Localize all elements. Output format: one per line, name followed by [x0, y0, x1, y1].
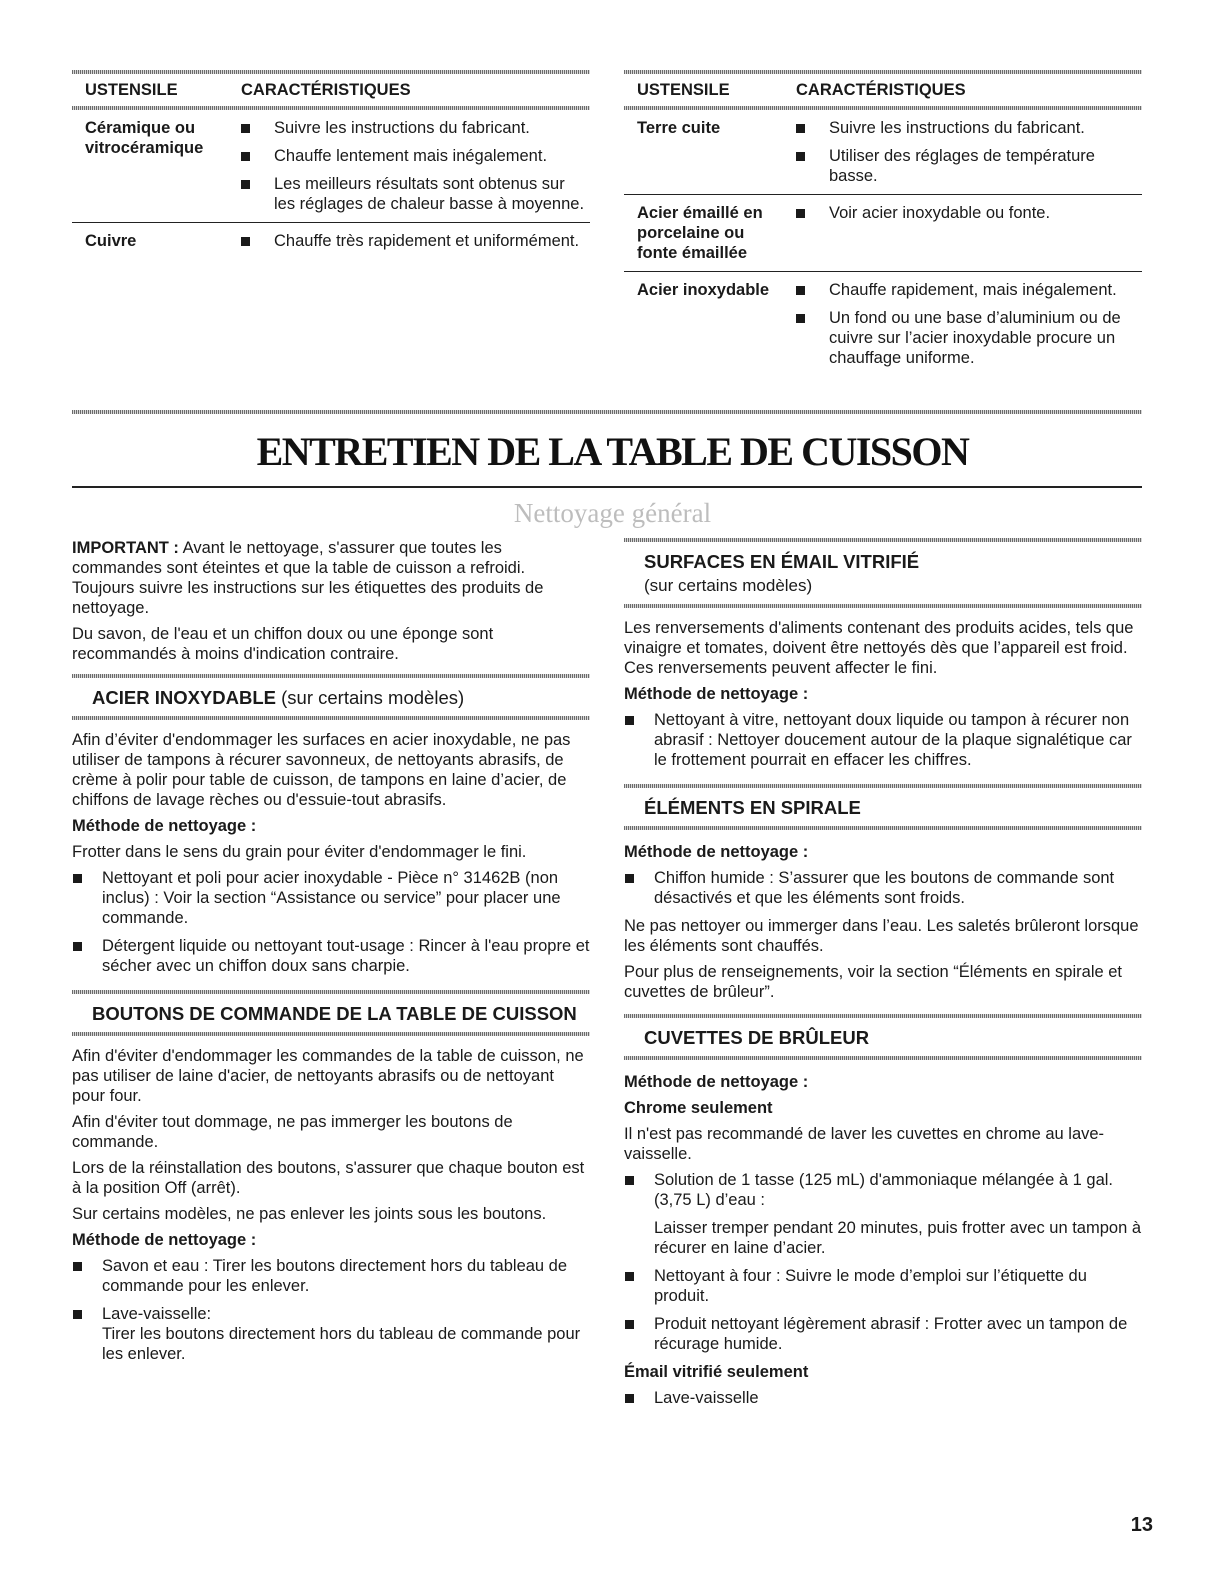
table-row [72, 110, 590, 222]
list-item: Produit nettoyant légèrement abrasif : Frotter avec un tampon de récurage humide. [624, 1314, 1142, 1354]
list-item: Nettoyant à four : Suivre le mode d’emploi sur l’étiquette du produit. [624, 1266, 1142, 1306]
list-item [72, 1304, 590, 1364]
bullet-icon [796, 124, 805, 133]
list-item: Détergent liquide ou nettoyant tout-usage : Rincer à l'eau propre et sécher avec un chiffon doux sans charpie. [72, 936, 590, 976]
bullet-icon [241, 124, 250, 133]
chrome-heading: Chrome seulement [624, 1099, 773, 1117]
bullet-icon [796, 209, 805, 218]
row-item: Suivre les instructions du fabricant. [829, 119, 1085, 137]
header-ustensile: USTENSILE [637, 81, 730, 99]
bullet-icon [796, 286, 805, 295]
bullet-icon [625, 874, 634, 883]
list-item-detail: Tirer les boutons directement hors du tableau de commande pour les enlever. [102, 1325, 581, 1363]
method-heading: Méthode de nettoyage : [72, 817, 257, 835]
row-item: Un fond ou une base d’aluminium ou de cuivre sur l’acier inoxydable procure un chauffage uniforme. [829, 309, 1121, 367]
elements-paragraph: Pour plus de renseignements, voir la section “Éléments en spirale et cuvettes de brûleur”. [624, 963, 1123, 1001]
row-item: Utiliser des réglages de température basse. [829, 147, 1095, 185]
important-label: IMPORTANT : [72, 539, 179, 557]
row-item: Chauffe rapidement, mais inégalement. [829, 281, 1117, 299]
bullet-icon [241, 237, 250, 246]
list-item: Nettoyant à vitre, nettoyant doux liquide ou tampon à récurer non abrasif : Nettoyer doucement autour de la plaque signalétique car le frottement pourrait en effacer les chiffres. [624, 710, 1142, 770]
row-name: Acier émaillé en porcelaine ou fonte émaillée [637, 204, 763, 262]
table-row [624, 110, 1142, 194]
boutons-paragraph: Afin d'éviter d'endommager les commandes de la table de cuisson, ne pas utiliser de laine d'acier, de nettoyants abrasifs ou de nettoyant pour four. [72, 1047, 584, 1105]
important-text: Avant le nettoyage, s'assurer que toutes les commandes sont éteintes et que la table de cuisson a refroidi. Toujours suivre les instructions sur les étiquettes des produits de nettoyage. [72, 539, 544, 617]
list-item [624, 1170, 1142, 1258]
important-paragraph [72, 538, 590, 618]
boutons-paragraph: Lors de la réinstallation des boutons, s'assurer que chaque bouton est à la position Off (arrêt). [72, 1159, 585, 1197]
email-paragraph: Les renversements d'aliments contenant des produits acides, tels que vinaigre et tomates, doivent être nettoyés dès que l’appareil est froid. Ces renversements peuvent affecter le fini. [624, 619, 1134, 677]
table-header [624, 74, 1142, 106]
list-item-label: Solution de 1 tasse (125 mL) d'ammoniaque mélangée à 1 gal. (3,75 L) d’eau : [654, 1171, 1114, 1209]
section-rule [624, 826, 1142, 830]
email-subtitle: (sur certains modèles) [644, 576, 813, 595]
bullet-icon [796, 152, 805, 161]
bullet-icon [625, 716, 634, 725]
bullet-icon [241, 180, 250, 189]
bullet-icon [73, 1262, 82, 1271]
table-row [72, 223, 590, 259]
right-column [624, 538, 1142, 1416]
table-row [624, 272, 1142, 376]
table-header [72, 74, 590, 106]
email-only-heading: Émail vitrifié seulement [624, 1363, 809, 1381]
acier-title: ACIER INOXYDABLE [92, 687, 276, 708]
section-title-cuvettes: CUVETTES DE BRÛLEUR [644, 1027, 870, 1048]
bullet-icon [625, 1272, 634, 1281]
title-top-rule [72, 410, 1142, 414]
email-title: SURFACES EN ÉMAIL VITRIFIÉ [644, 551, 920, 572]
acier-method-text: Frotter dans le sens du grain pour éviter d'endommager le fini. [72, 843, 527, 861]
row-item: Chauffe lentement mais inégalement. [274, 147, 548, 165]
section-title-email [624, 542, 1142, 598]
acier-paragraph: Afin d’éviter d'endommager les surfaces en acier inoxydable, ne pas utiliser de tampons à récurer savonneux, de nettoyants abrasifs, de crème à polir pour table de cuisson, de tampons en laine d’acier, de chiffons de lavage rèches ou d'essuie-tout abrasifs. [72, 731, 571, 809]
bullet-icon [625, 1320, 634, 1329]
bullet-icon [73, 1310, 82, 1319]
row-name: Cuivre [85, 232, 137, 250]
title-bottom-rule [72, 486, 1142, 488]
section-title-elements: ÉLÉMENTS EN SPIRALE [644, 797, 861, 818]
row-item: Chauffe très rapidement et uniformément. [274, 232, 580, 250]
row-name: Céramique ou vitrocéramique [85, 119, 204, 157]
bullet-icon [625, 1176, 634, 1185]
cookware-table-left [72, 70, 590, 259]
header-ustensile: USTENSILE [85, 81, 178, 99]
section-subtitle: Nettoyage général [513, 498, 712, 528]
list-item: Savon et eau : Tirer les boutons directement hors du tableau de commande pour les enlever. [72, 1256, 590, 1296]
list-item-label: Lave-vaisselle: [102, 1305, 212, 1323]
left-column [72, 538, 590, 1372]
bullet-icon [73, 942, 82, 951]
acier-title-suffix: (sur certains modèles) [276, 687, 465, 708]
row-item: Suivre les instructions du fabricant. [274, 119, 530, 137]
page-number: 13 [1130, 1514, 1153, 1536]
method-heading: Méthode de nettoyage : [624, 843, 809, 861]
header-caracteristiques: CARACTÉRISTIQUES [796, 81, 966, 99]
section-rule [624, 604, 1142, 608]
method-heading: Méthode de nettoyage : [72, 1231, 257, 1249]
intro-paragraph: Du savon, de l'eau et un chiffon doux ou une éponge sont recommandés à moins d'indication contraire. [72, 625, 494, 663]
list-item-detail: Laisser tremper pendant 20 minutes, puis frotter avec un tampon à récurer en laine d’acier. [654, 1219, 1142, 1257]
elements-paragraph: Ne pas nettoyer ou immerger dans l’eau. Les saletés brûleront lorsque les éléments sont chauffés. [624, 917, 1139, 955]
section-rule [72, 716, 590, 720]
list-item: Lave-vaisselle [624, 1388, 1142, 1408]
section-title-acier [72, 678, 590, 716]
row-name: Acier inoxydable [637, 281, 770, 299]
list-item: Nettoyant et poli pour acier inoxydable - Pièce n° 31462B (non inclus) : Voir la section “Assistance ou service” pour placer une commande. [72, 868, 590, 928]
bullet-icon [241, 152, 250, 161]
section-rule [72, 1032, 590, 1036]
list-item: Chiffon humide : S’assurer que les boutons de commande sont désactivés et que les éléments sont froids. [624, 868, 1142, 908]
method-heading: Méthode de nettoyage : [624, 685, 809, 703]
bullet-icon [73, 874, 82, 883]
header-caracteristiques: CARACTÉRISTIQUES [241, 81, 411, 99]
section-rule [624, 1056, 1142, 1060]
method-heading: Méthode de nettoyage : [624, 1073, 809, 1091]
boutons-paragraph: Afin d'éviter tout dommage, ne pas immerger les boutons de commande. [72, 1113, 513, 1151]
bullet-icon [625, 1394, 634, 1403]
section-title-boutons: BOUTONS DE COMMANDE DE LA TABLE DE CUISSON [92, 1003, 577, 1024]
cookware-table-right [624, 70, 1142, 376]
row-name: Terre cuite [637, 119, 721, 137]
page-title: ENTRETIEN DE LA TABLE DE CUISSON [256, 429, 969, 474]
chrome-paragraph: Il n'est pas recommandé de laver les cuvettes en chrome au lave-vaisselle. [624, 1125, 1105, 1163]
bullet-icon [796, 314, 805, 323]
table-row [624, 195, 1142, 271]
boutons-paragraph: Sur certains modèles, ne pas enlever les joints sous les boutons. [72, 1205, 547, 1223]
row-item: Les meilleurs résultats sont obtenus sur les réglages de chaleur basse à moyenne. [274, 175, 585, 213]
row-item: Voir acier inoxydable ou fonte. [829, 204, 1051, 222]
